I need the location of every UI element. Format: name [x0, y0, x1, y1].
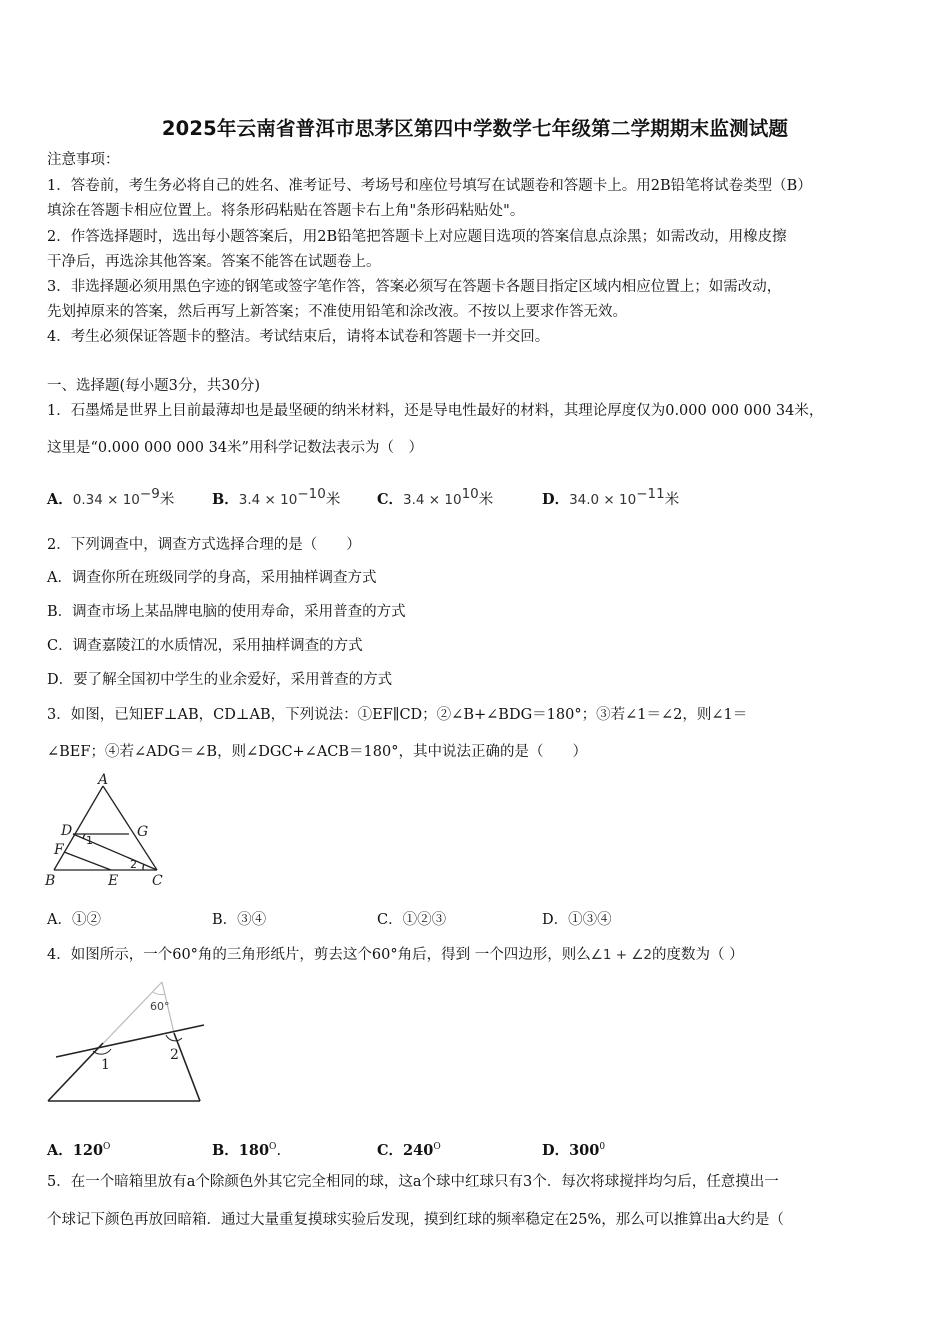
q3-stem-line1: 3．如图，已知EF⊥AB，CD⊥AB，下列说法：①EF∥CD；②∠B+∠BDG＝180°；③若∠1＝∠2，则∠1＝: [47, 707, 748, 723]
q5-stem-line2: 个球记下颜色再放回暗箱．通过大量重复摸球实验后发现，摸到红球的频率稳定在25%，那么可以推算出a大约是（: [47, 1212, 784, 1228]
notice-line: 干净后，再选涂其他答案。答案不能答在试题卷上。: [47, 254, 381, 270]
q4-option-c[interactable]: C．$240^O$: [377, 1141, 441, 1159]
label-g: G: [137, 824, 149, 840]
q1-option-a[interactable]: A．$0.34 \times 10^{-9}$米: [47, 486, 175, 508]
segment-fe: [64, 852, 111, 870]
label-e: E: [108, 873, 119, 889]
q1-option-d[interactable]: D．$34.0 \times 10^{-11}$米: [542, 486, 680, 508]
q3-option-c[interactable]: C．①②③: [377, 912, 447, 928]
notice-line: 4．考生必须保证答题卡的整洁。考试结束后，请将本试卷和答题卡一并交回。: [47, 329, 550, 345]
q1-stem-line2: 这里是“0.000 000 000 34米”用科学记数法表示为（ ）: [47, 440, 423, 456]
notice-heading: 注意事项：: [47, 152, 120, 168]
q4-stem: 4．如图所示，一个60°角的三角形纸片，剪去这个60°角后，得到 一个四边形，则么∠1 + ∠2的度数为（ ）: [47, 947, 744, 963]
q3-triangle-figure: [42, 772, 172, 892]
label-c: C: [152, 873, 163, 889]
q1-option-c[interactable]: C．$3.4 \times 10^{10}$米: [377, 486, 494, 508]
q4-option-d[interactable]: D．$300^0$: [542, 1141, 606, 1159]
q1-stem-line1: 1．石墨烯是世界上目前最薄却也是最坚硬的纳米材料，还是导电性最好的材料，其理论厚度仅为0.000 000 000 34米，: [47, 403, 824, 419]
section-heading: 一、选择题(每小题3分，共30分): [47, 378, 260, 394]
label-f: F: [54, 842, 64, 858]
q2-stem: 2．下列调查中，调查方式选择合理的是（ ）: [47, 537, 361, 553]
label-60-degree: 60°: [150, 1000, 170, 1013]
q4-option-a[interactable]: A．$120^O$: [47, 1141, 111, 1159]
q4-cut-triangle-figure: [42, 975, 212, 1110]
q2-option-c[interactable]: C．调查嘉陵江的水质情况，采用抽样调查的方式: [47, 638, 363, 654]
q4-angle-sum-expression: ∠1 + ∠2: [590, 947, 653, 963]
q2-option-d[interactable]: D．要了解全国初中学生的业余爱好，采用普查的方式: [47, 672, 393, 688]
label-angle-2: 2: [130, 858, 137, 871]
q2-option-a[interactable]: A．调查你所在班级同学的身高，采用抽样调查方式: [47, 570, 377, 586]
notice-line: 1．答卷前，考生务必将自己的姓名、准考证号、考场号和座位号填写在试题卷和答题卡上。用2B铅笔将试卷类型（B）: [47, 178, 812, 194]
q3-option-b[interactable]: B．③④: [212, 912, 267, 928]
page-title: 2025年云南省普洱市思茅区第四中学数学七年级第二学期期末监测试题: [161, 117, 789, 140]
q4-option-b[interactable]: B．$180^O$.: [212, 1141, 282, 1159]
q5-stem-line1: 5．在一个暗箱里放有a个除颜色外其它完全相同的球，这a个球中红球只有3个．每次将球搅拌均匀后，任意摸出一: [47, 1174, 779, 1190]
label-b: B: [45, 873, 56, 889]
label-d: D: [61, 823, 73, 839]
label-angle-2: 2: [170, 1047, 179, 1063]
notice-line: 2．作答选择题时，选出每小题答案后，用2B铅笔把答题卡上对应题目选项的答案信息点涂黑；如需改动，用橡皮擦: [47, 229, 787, 245]
q3-option-d[interactable]: D．①③④: [542, 912, 612, 928]
label-angle-1: 1: [101, 1057, 110, 1073]
right-edge: [174, 1033, 200, 1101]
q1-option-b[interactable]: B．$3.4 \times 10^{-10}$米: [212, 486, 341, 508]
notice-line: 先划掉原来的答案，然后再写上新答案；不准使用铅笔和涂改液。不按以上要求作答无效。: [47, 304, 627, 320]
q3-option-a[interactable]: A．①②: [47, 912, 101, 928]
q3-stem-line2: ∠BEF；④若∠ADG＝∠B，则∠DGC+∠ACB＝180°，其中说法正确的是（ ）: [47, 744, 587, 760]
q2-option-b[interactable]: B．调查市场上某品牌电脑的使用寿命，采用普查的方式: [47, 604, 406, 620]
angle-2-arc: [166, 1035, 182, 1041]
angle-2-arc: [143, 864, 144, 870]
notice-line: 3．非选择题必须用黑色字迹的钢笔或签字笔作答，答案必须写在答题卡各题目指定区域内相应位置上；如需改动，: [47, 279, 782, 295]
left-edge: [48, 1043, 103, 1101]
notice-line: 填涂在答题卡相应位置上。将条形码粘贴在答题卡右上角"条形码粘贴处"。: [47, 203, 525, 219]
angle-60-arc: [153, 992, 165, 995]
label-a: A: [98, 772, 109, 788]
label-angle-1: 1: [86, 834, 93, 847]
